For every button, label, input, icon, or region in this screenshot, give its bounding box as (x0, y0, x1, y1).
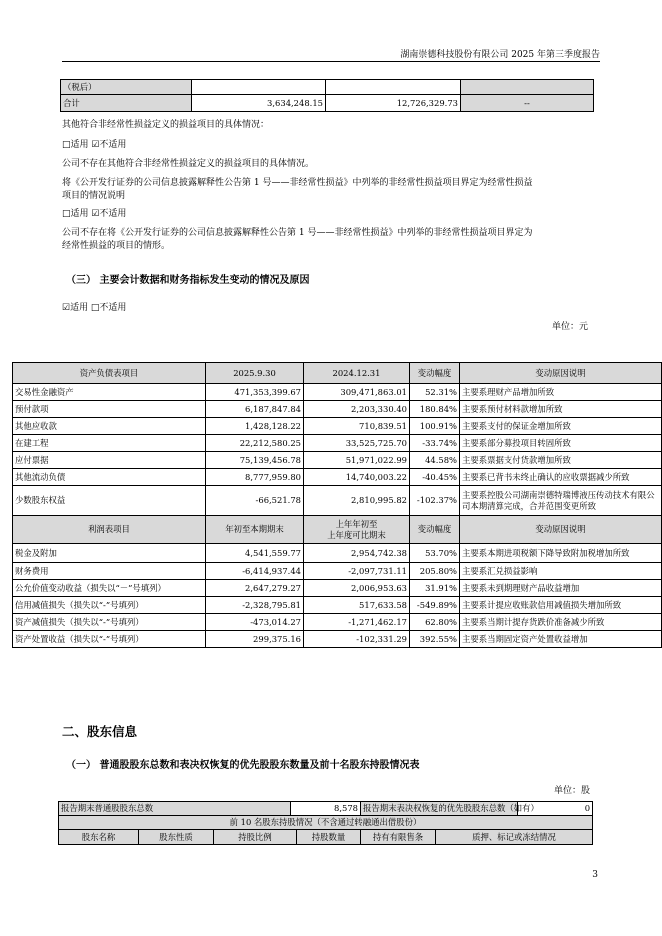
changes-table (12, 362, 662, 648)
total-value-3: -- (461, 95, 594, 112)
total-holders-value: 8,578 (291, 802, 361, 816)
table-cell: 309,471,863.01 (304, 384, 410, 401)
header-cell: 变动原因说明 (460, 516, 662, 544)
table-cell: 517,633.58 (304, 597, 410, 614)
table-cell: 少数股东权益 (13, 486, 206, 516)
table-cell: 主要系计提应收账款信用减值损失增加所致 (460, 597, 662, 614)
table-cell: 2,810,995.82 (304, 486, 410, 516)
table-cell: 2,954,742.38 (304, 544, 410, 563)
table-cell: -2,328,795.81 (206, 597, 304, 614)
table-cell: 4,541,559.77 (206, 544, 304, 563)
table-cell: 62.80% (410, 614, 460, 631)
table-cell: 税金及附加 (13, 544, 206, 563)
page-number: 3 (592, 870, 598, 880)
header-cell: 质押、标记或冻结情况 (436, 830, 593, 845)
table-row (13, 563, 662, 580)
table-cell: 主要系未到期理财产品收益增加 (460, 580, 662, 597)
table-cell: 53.70% (410, 544, 460, 563)
table-cell: 在建工程 (13, 435, 206, 452)
table-cell: 31.91% (410, 580, 460, 597)
table-cell: 710,839.51 (304, 418, 410, 435)
table-cell: 2,203,330.40 (304, 401, 410, 418)
table-row (13, 631, 662, 648)
table-cell: 52.31% (410, 384, 460, 401)
table-cell: 100.91% (410, 418, 460, 435)
table-cell: 主要系已背书未终止确认的应收票据减少所致 (460, 469, 662, 486)
header-cell: 资产负债表项目 (13, 363, 206, 384)
table-row (13, 614, 662, 631)
table-cell: -102,331.29 (304, 631, 410, 648)
top10-title: 前 10 名股东持股情况（不含通过转融通出借股份） (59, 816, 593, 830)
header-cell: 变动幅度 (410, 363, 460, 384)
table-cell: -40.45% (410, 469, 460, 486)
header-divider (62, 61, 600, 62)
table-cell: 33,525,725.70 (304, 435, 410, 452)
table-cell: 预付款项 (13, 401, 206, 418)
table-cell: 交易性金融资产 (13, 384, 206, 401)
paragraph: 公司不存在将《公开发行证券的公司信息披露解释性公告第 1 号——非经常性损益》中列举的非经常性损益项目界定为 (62, 228, 533, 238)
table-cell: 22,212,580.25 (206, 435, 304, 452)
section-heading: （三） 主要会计数据和财务指标发生变动的情况及原因 (66, 275, 310, 286)
header-cell: 股东性质 (139, 830, 214, 845)
total-value-1: 3,634,248.15 (192, 95, 326, 112)
applicability: ☑适用 □不适用 (62, 303, 127, 313)
paragraph: 经常性损益的项目的情形。 (62, 241, 171, 251)
table-cell: 6,187,847.84 (206, 401, 304, 418)
header-cell: 变动原因说明 (460, 363, 662, 384)
header-line: 上年度可比期末 (327, 529, 386, 540)
section-heading-2: 二、股东信息 (62, 724, 138, 739)
table-cell: 主要系部分募投项目转固所致 (460, 435, 662, 452)
section-heading-2-1: （一） 普通股股东总数和表决权恢复的优先股股东数量及前十名股东持股情况表 (66, 760, 420, 771)
table-cell: 8,777,959.80 (206, 469, 304, 486)
table-cell: 主要系理财产品增加所致 (460, 384, 662, 401)
page-header-title: 湖南崇德科技股份有限公司 2025 年第三季度报告 (400, 50, 600, 60)
unit-label: 单位：元 (551, 322, 588, 332)
table-cell: -66,521.78 (206, 486, 304, 516)
header-cell: 年初至本期期末 (206, 516, 304, 544)
shareholder-table (58, 801, 593, 845)
header-line: 上年年初至 (335, 519, 378, 529)
table-row (13, 580, 662, 597)
header-cell: 持股比例 (214, 830, 297, 845)
header-cell (304, 516, 410, 544)
pref-holders-label: 报告期末表决权恢复的优先股股东总数（如有） (361, 802, 518, 816)
table-row (13, 435, 662, 452)
table-cell: 14,740,003.22 (304, 469, 410, 486)
applicability: □适用 ☑不适用 (62, 140, 127, 150)
header-cell: 持有有限售条 (361, 830, 436, 845)
table-cell: 75,139,456.78 (206, 452, 304, 469)
table-row (13, 452, 662, 469)
table-row (59, 816, 593, 830)
table-cell: -102.37% (410, 486, 460, 516)
table-row (13, 544, 662, 563)
header-cell: 利润表项目 (13, 516, 206, 544)
table-cell: 1,428,128.22 (206, 418, 304, 435)
paragraph: 项目的情况说明 (62, 191, 126, 201)
table-cell: 主要系预付材料款增加所致 (460, 401, 662, 418)
table-cell: 471,353,399.67 (206, 384, 304, 401)
table-cell: 180.84% (410, 401, 460, 418)
table-cell: 主要系票据支付货款增加所致 (460, 452, 662, 469)
table-cell: 51,971,022.99 (304, 452, 410, 469)
header-cell: 持股数量 (297, 830, 361, 845)
applicability: □适用 ☑不适用 (62, 209, 127, 219)
table-cell: 299,375.16 (206, 631, 304, 648)
table-cell: 主要系本期进项税额下降导致附加税增加所致 (460, 544, 662, 563)
header-cell: 2025.9.30 (206, 363, 304, 384)
table-header-row (13, 516, 662, 544)
unit-label: 单位：股 (553, 786, 590, 796)
table-cell: -6,414,937.44 (206, 563, 304, 580)
table-row (61, 80, 594, 95)
table-header-row (13, 363, 662, 384)
table-row (13, 486, 662, 516)
table-cell: -33.74% (410, 435, 460, 452)
table-cell: 其他应收款 (13, 418, 206, 435)
table-header-row (59, 830, 593, 845)
table-row (59, 802, 593, 816)
total-label: 合计 (61, 95, 192, 112)
table-cell: -473,014.27 (206, 614, 304, 631)
table-row (13, 597, 662, 614)
table-cell: -1,271,462.17 (304, 614, 410, 631)
table-cell: 主要系支付的保证金增加所致 (460, 418, 662, 435)
table-cell: 其他流动负债 (13, 469, 206, 486)
total-value-2: 12,726,329.73 (326, 95, 461, 112)
table-cell: 392.55% (410, 631, 460, 648)
total-holders-label: 报告期末普通股股东总数 (59, 802, 291, 816)
table-cell: -2,097,731.11 (304, 563, 410, 580)
table-cell: 主要系当期固定资产处置收益增加 (460, 631, 662, 648)
table-cell: 财务费用 (13, 563, 206, 580)
pref-holders-value: 0 (518, 802, 593, 816)
header-cell: 变动幅度 (410, 516, 460, 544)
header-cell: 2024.12.31 (304, 363, 410, 384)
paragraph: 其他符合非经常性损益定义的损益项目的具体情况： (62, 120, 270, 130)
table-row (13, 401, 662, 418)
paragraph: 将《公开发行证券的公司信息披露解释性公告第 1 号——非经常性损益》中列举的非经常性损益项目界定为经常性损益 (62, 178, 533, 188)
table-row (13, 384, 662, 401)
table-cell: 主要系当期计提存货跌价准备减少所致 (460, 614, 662, 631)
table-cell: 主要系汇兑损益影响 (460, 563, 662, 580)
table-row (13, 418, 662, 435)
table-cell: 2,006,953.63 (304, 580, 410, 597)
table-cell: 信用减值损失（损失以“-”号填列） (13, 597, 206, 614)
table-cell: 资产减值损失（损失以“-”号填列） (13, 614, 206, 631)
table-row (13, 469, 662, 486)
table-cell: -549.89% (410, 597, 460, 614)
table-cell: 44.58% (410, 452, 460, 469)
table-row-total (61, 95, 594, 112)
table-cell: 应付票据 (13, 452, 206, 469)
header-cell: 股东名称 (59, 830, 139, 845)
table-cell: 公允价值变动收益（损失以“－”号填列） (13, 580, 206, 597)
table-cell: 资产处置收益（损失以“-”号填列） (13, 631, 206, 648)
table-cell: 2,647,279.27 (206, 580, 304, 597)
non-recurring-total-table (60, 79, 594, 112)
row-label: （税后） (61, 80, 192, 95)
table-cell: 主要系控股公司湖南崇德特瑞博液压传动技术有限公司本期清算完成，合并范围变更所致 (460, 486, 662, 516)
paragraph: 公司不存在其他符合非经常性损益定义的损益项目的具体情况。 (62, 159, 315, 169)
table-cell: 205.80% (410, 563, 460, 580)
